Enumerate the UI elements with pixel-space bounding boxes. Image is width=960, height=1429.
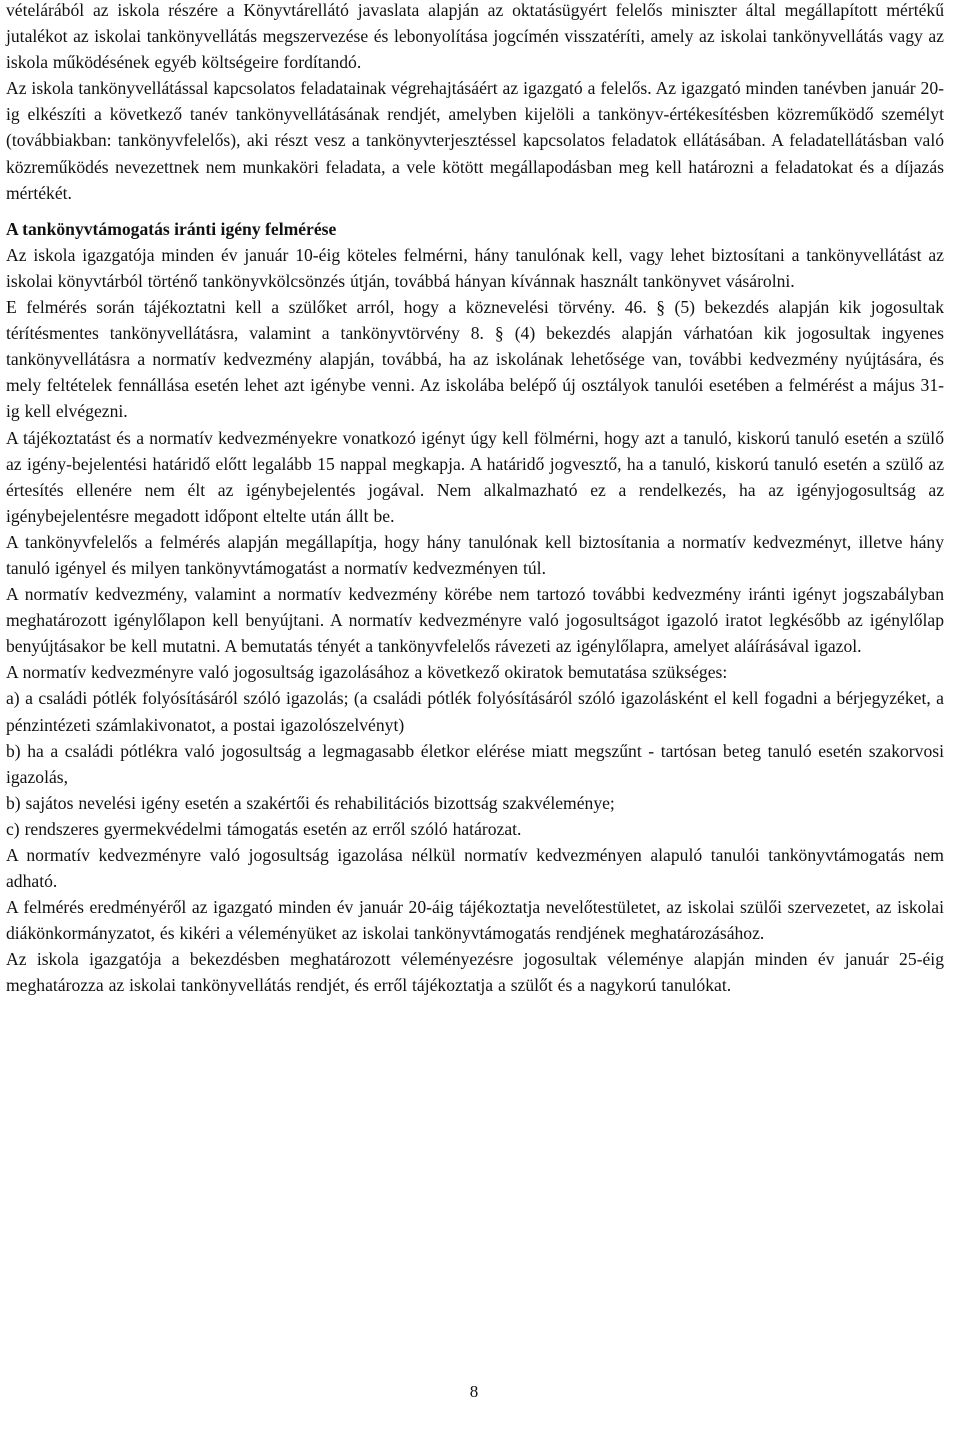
document-page <box>6 0 944 999</box>
paragraph-required-documents: A normatív kedvezményre való jogosultság igazolásához a következő okiratok bemutatása szükséges: <box>6 662 728 683</box>
paragraph-parent-information: E felmérés során tájékoztatni kell a szülőket arról, hogy a köznevelési törvény. 46. § (5) bekezdés alapján kik jogosultak térítésmentes tankönyvellátásra, valamint a tankönyvtörvény 8. § (4) bekezdés alapján várhatóan kik jogosultak ingyenes tankönyvellátásra a normatív kedvezmény alapján, továbbá, ha az iskolának lehetősége van, további kedvezmény nyújtására, és mely feltételek fennállása esetén lehet azt igénybe venni. Az iskolába belépő új osztályok tanulói esetében a felmérést a május 31-ig kell elvégezni. <box>6 297 944 422</box>
paragraph-no-proof-no-support: A normatív kedvezményre való jogosultság igazolása nélkül normatív kedvezményen alapuló tanulói tankönyvtámogatás nem adható. <box>6 845 944 892</box>
list-item-b-second: b) sajátos nevelési igény esetén a szakértői és rehabilitációs bizottság szakvéleménye; <box>6 792 615 813</box>
page-number: 8 <box>469 1382 479 1401</box>
list-item-c: c) rendszeres gyermekvédelmi támogatás esetén az erről szóló határozat. <box>6 818 522 839</box>
paragraph-survey-deadline: Az iskola igazgatója minden év január 10-éig köteles felmérni, hány tanulónak kell, vagy lehet biztosítani a tankönyvellátást az iskolai könyvtárból történő tankönyvkölcsönzés útján, továbbá hányan kívánnak használt tankönyvet vásárolni. <box>6 244 944 291</box>
section-heading: A tankönyvtámogatás iránti igény felmérése <box>6 218 337 239</box>
paragraph-claim-form: A normatív kedvezmény, valamint a normatív kedvezmény körébe nem tartozó további kedvezmény iránti igényt jogszabályban meghatározott igénylőlapon kell benyújtani. A normatív kedvezményre való jogosultságot igazoló iratot legkésőbb az igénylőlap benyújtásakor be kell mutatni. A bemutatás tényét a tankönyvfelelős rávezeti az igénylőlapra, amelyet aláírásával igazol. <box>6 584 944 657</box>
paragraph-textbook-officer: A tankönyvfelelős a felmérés alapján megállapítja, hogy hány tanulónak kell biztosítania a normatív kedvezményt, illetve hány tanuló igényel és milyen tankönyvtámogatást a normatív kedvezményen túl. <box>6 531 944 578</box>
paragraph-principal-responsibility: Az iskola tankönyvellátással kapcsolatos feladatainak végrehajtásáért az igazgató a felelős. Az igazgató minden tanévben január 20-ig elkészíti a következő tanév tankönyvellátásának rendjét, amelyben kijelöli a tankönyv-értékesítésben közreműködő személyt (továbbiakban: tankönyvfelelős), aki részt vesz a tankönyvterjesztéssel kapcsolatos feladatok ellátásában. A feladatellátásban való közreműködés nevezettnek nem munkaköri feladata, a vele kötött megállapodásban meg kell határozni a feladatokat és a díjazás mértékét. <box>6 78 944 203</box>
paragraph-final-decision: Az iskola igazgatója a bekezdésben meghatározott véleményezésre jogosultak véleménye alapján minden év január 25-éig meghatározza az iskolai tankönyvellátás rendjét, és erről tájékoztatja a szülőt és a nagykorú tanulókat. <box>6 949 944 996</box>
paragraph-commission: vételárából az iskola részére a Könyvtárellátó javaslata alapján az oktatásügyért felelős miniszter által megállapított mértékű jutalékot az iskolai tankönyvellátás megszervezése és lebonyolítása jogcímén visszatéríti, amely az iskolai tankönyvellátás vagy az iskola működésének egyéb költségeire fordítandó. <box>6 0 944 73</box>
list-item-b-first: b) ha a családi pótlékra való jogosultság a legmagasabb életkor elérése miatt megszűnt - tartósan beteg tanuló esetén szakorvosi igazolás, <box>6 740 944 787</box>
paragraph-claim-deadline: A tájékoztatást és a normatív kedvezményekre vonatkozó igényt úgy kell fölmérni, hogy azt a tanuló, kiskorú tanuló esetén a szülő az igény-bejelentési határidő előtt legalább 15 nappal megkapja. A határidő jogvesztő, ha a tanuló, kiskorú tanuló esetén a szülő az értesítés ellenére nem élt az igénybejelentés jogával. Nem alkalmazható ez a rendelkezés, ha az igényjogosultság az igénybejelentésre megadott időpont eltelte után állt be. <box>6 427 944 526</box>
paragraph-results-notification: A felmérés eredményéről az igazgató minden év január 20-áig tájékoztatja nevelőtestületet, az iskolai szülői szervezetet, az iskolai diákönkormányzatot, és kikéri a véleményüket az iskolai tankönyvtámogatás rendjének meghatározásához. <box>6 897 944 944</box>
list-item-a: a) a családi pótlék folyósításáról szóló igazolás; (a családi pótlék folyósításáról szóló igazolásként el kell fogadni a bérjegyzéket, a pénzintézeti számlakivonatot, a postai igazolószelvényt) <box>6 688 944 735</box>
